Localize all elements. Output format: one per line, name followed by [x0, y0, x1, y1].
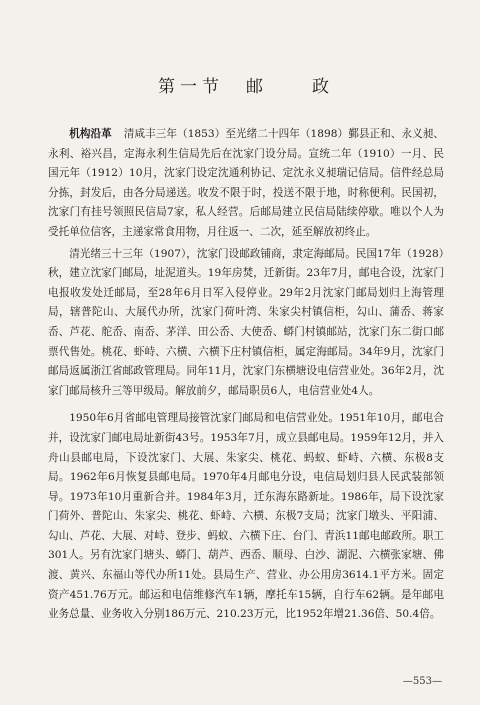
paragraph-text: 清咸丰三年（1853）至光绪二十四年（1898）鄞县正和、永义昶、永利、裕兴昌，定海永利生信局先后在沈家门设分局。宣统二年（1910）一月、民国元年（1912）10月，沈家门设定沈通利协记、定沈永义昶瑞记信局。信件经总局分拣，封发后，由各分局递送。收发不限于时，投送不限于地，时称便利。民国初，沈家门有挂号领照民信局7家，私人经营。后邮局建立民信局陆续停歇。唯以个人为受托单位信客，主递家常食用物，月往返一、二次，延至解放初终止。	[48, 128, 445, 238]
paragraph-text: 清光绪三十三年（1907），沈家门设邮政铺商，隶定海邮局。民国17年（1928）秋，建立沈家门邮局，址泥道头。19年房焚，迁新街。23年7月，邮电合设，沈家门电报收发处迁邮局，至28年6月日军入侵停业。29年2月沈家门邮局划归上海管理局，辖普陀山、大展代办所，沈家门荷叶湾、朱家尖村镇信柜，勾山、蒲岙、蒋家岙、芦花、舵岙、南岙、茅洋、田公岙、大使岙、蟒门村镇邮站，沈家门东二街口邮票代售处。桃花、虾峙、六横、六横下庄村镇信柜，属定海邮局。34年9月，沈家门邮局返属浙江省邮政管理局。同年11月，沈家门东横塘设电信营业处。36年2月，沈家门邮局核升三等甲级局。解放前夕，邮局职员6人，电信营业处4人。	[48, 247, 444, 397]
paragraph-institution-history	[48, 125, 444, 243]
section-title: 第一节 邮 政	[158, 77, 334, 97]
paragraph-postal-office	[48, 245, 444, 402]
paragraph-post-telecom	[48, 409, 444, 625]
page-number: —553—	[402, 676, 442, 687]
paragraph-text: 1950年6月省邮电管理局接管沈家门邮局和电信营业处。1951年10月，邮电合并，设沈家门邮电局址新街43号。1953年7月，成立县邮电局。1959年12月，并入舟山县邮电局，下设沈家门、大展、朱家尖、桃花、蚂蚁、虾峙、六横、东极8支局。1962年6月恢复县邮电局。1970年4月邮电分设，电信局划归县人民武装部领导。1973年10月重新合并。1984年3月，迁东海东路新址。1986年，局下设沈家门荷外、普陀山、朱家尖、桃花、虾峙、六横、东极7支局；沈家门墩头、平阳浦、勾山、芦花、大展、对峙、登步、蚂蚁、六横下庄、台门、青浜11邮电邮政所。职工301人。另有沈家门塘头、蟒门、葫芦、西岙、顺母、白沙、湖泥、六横张家塘、佛渡、黄兴、东福山等代办所11处。县局生产、营业、办公用房3614.1平方米。固定资产451.76万元。邮运和电信维修汽车1辆，摩托车15辆，自行车62辆。是年邮电业务总量、业务收入分别186万元、210.23万元，比1952年增21.36倍、50.4倍。	[48, 412, 444, 621]
paragraph-heading: 机构沿革	[69, 128, 112, 140]
